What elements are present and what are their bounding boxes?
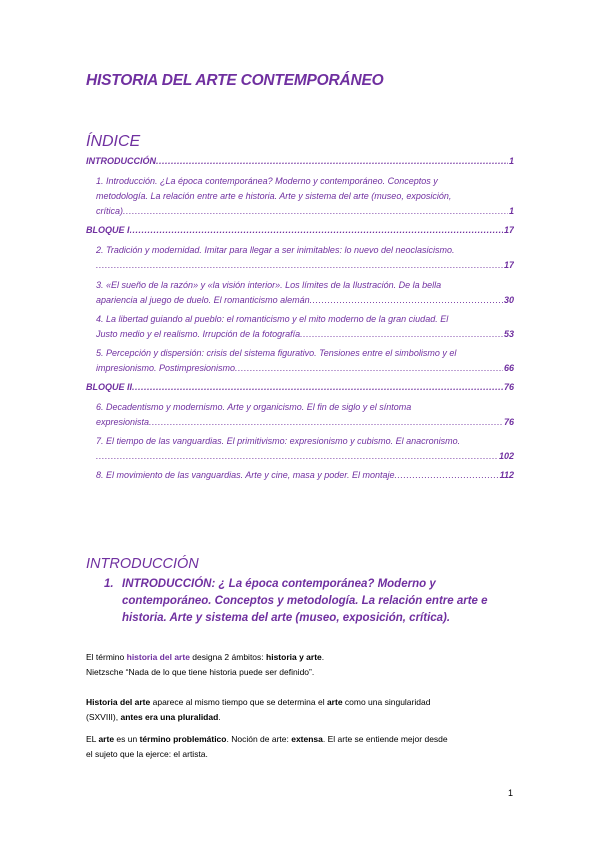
toc-entry-4[interactable]: 4. La libertad guiando al pueblo: el romanticismo y el mito moderno de la gran ciudad. El Justo medio y el realismo. Irrupción de la fotografía ..... 53 xyxy=(96,312,514,342)
paragraph-3: EL arte es un término problemático. Noción de arte: extensa. El arte se entiende mejor desde el sujeto que la ejerce: el artista. xyxy=(86,734,448,759)
toc-entry-1[interactable]: 1. Introducción. ¿La época contemporánea? Moderno y contemporáneo. Conceptos y metodología. La relación entre arte e historia. Arte y sistema del arte (museo, exposición, crítica) ..... 1 xyxy=(96,174,514,219)
paragraph-1: El término historia del arte designa 2 ámbitos: historia y arte. Nietzsche “Nada de lo que tiene historia puede ser definido”. xyxy=(86,652,325,677)
toc-entry-3[interactable]: 3. «El sueño de la razón» y «la visión interior». Los límites de la Ilustración. De la bella apariencia al juego de duelo. El romanticismo alemán ..... 30 xyxy=(96,278,514,308)
toc-entry-5[interactable]: 5. Percepción y dispersión: crisis del sistema figurativo. Tensiones entre el simbolismo y el impresionismo. Postimpresionismo ..... 66 xyxy=(96,346,514,376)
paragraph-2: Historia del arte aparece al mismo tiempo que se determina el arte como una singularidad (SXVIII), antes era una pluralidad. xyxy=(86,697,431,722)
toc-entry-2[interactable]: 2. Tradición y modernidad. Imitar para llegar a ser inimitables: lo nuevo del neoclasicismo. ..... 17 xyxy=(96,243,514,273)
subsection-title: INTRODUCCIÓN: ¿ La época contemporánea? Moderno y contemporáneo. Conceptos y metodología. La relación entre arte e historia. Arte y sistema del arte (museo, exposición, crítica). xyxy=(122,578,488,624)
toc-entry-6[interactable]: 6. Decadentismo y modernismo. Arte y organicismo. El fin de siglo y el síntoma expresionista ..... 76 xyxy=(96,400,514,430)
toc-entry-bloque-1[interactable]: BLOQUE I ..... 17 xyxy=(86,223,514,238)
toc-entry-8[interactable]: 8. El movimiento de las vanguardias. Arte y cine, masa y poder. El montaje ..... 112 xyxy=(96,468,514,483)
toc-entry-bloque-2[interactable]: BLOQUE II ..... 76 xyxy=(86,380,514,395)
toc-entry-7[interactable]: 7. El tiempo de las vanguardias. El primitivismo: expresionismo y cubismo. El anacronismo. ..... 102 xyxy=(96,434,514,464)
index-heading: ÍNDICE xyxy=(86,133,141,150)
section-heading: INTRODUCCIÓN xyxy=(86,556,199,572)
toc-entry-introduccion[interactable]: INTRODUCCIÓN ..... 1 xyxy=(86,154,514,169)
page-number: 1 xyxy=(508,788,514,798)
subsection-heading xyxy=(104,576,524,627)
subsection-number: 1. xyxy=(104,578,114,590)
document-title: HISTORIA DEL ARTE CONTEMPORÁNEO xyxy=(86,72,384,89)
